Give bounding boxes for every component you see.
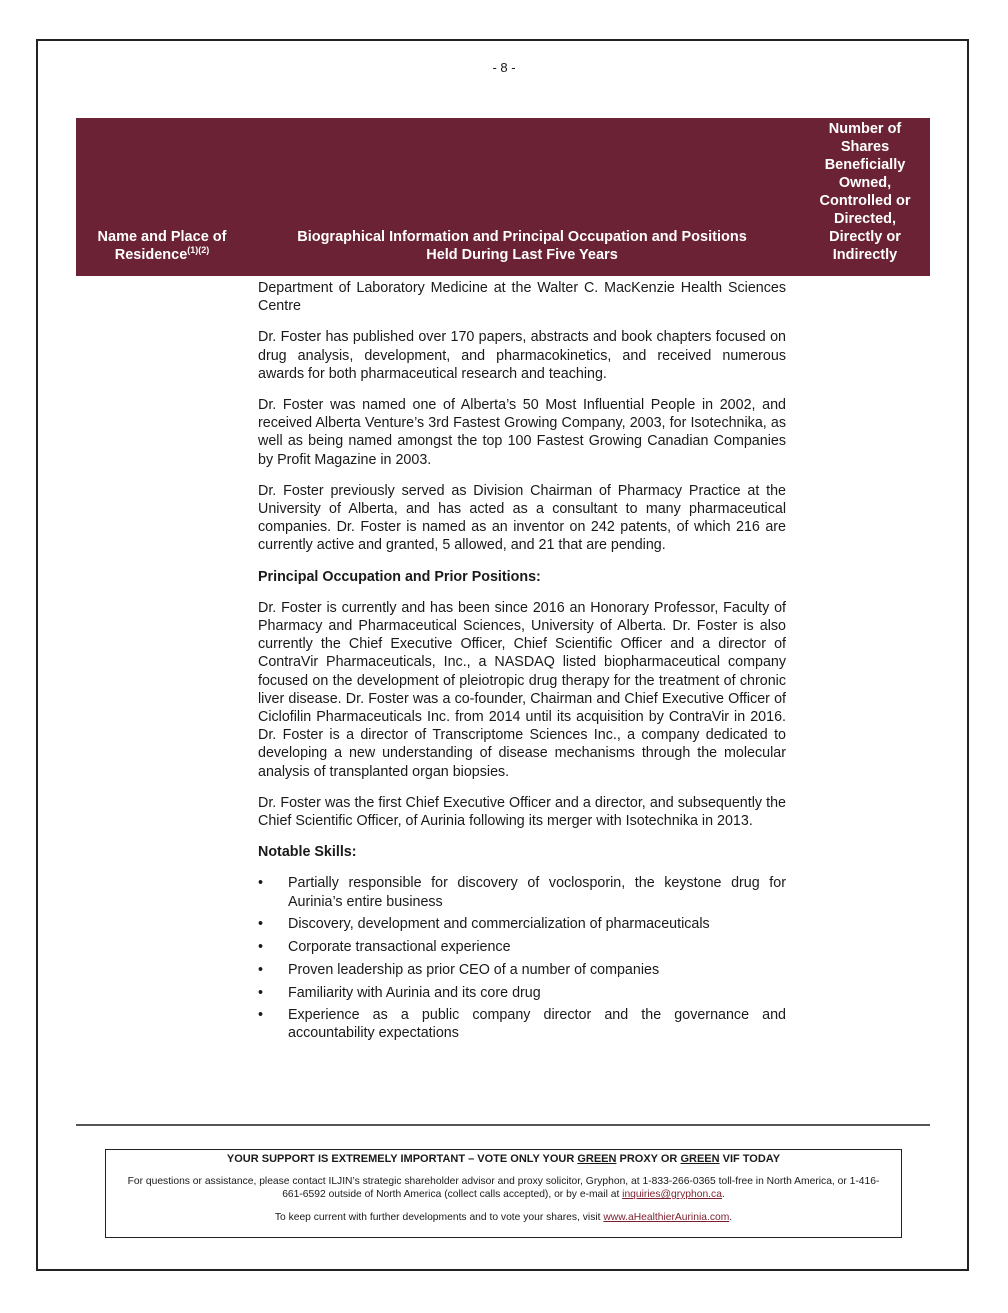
column-header-bio-line2: Held During Last Five Years bbox=[426, 247, 618, 263]
column-header-name-line2: Residence bbox=[114, 247, 188, 263]
footer-contact bbox=[106, 1175, 901, 1201]
continued-paragraph: Department of Laboratory Medicine at the Walter C. MacKenzie Health Sciences Centre bbox=[258, 280, 786, 315]
bullet-icon: • bbox=[258, 984, 264, 1001]
paragraph-current-positions: Dr. Foster is currently and has been since 2016 an Honorary Professor, Faculty of Pharmacy and Pharmaceutical Sciences, University of Alberta. Dr. Foster is also currently the Chief Executive Officer, Chief Scientific Officer and a director of ContraVir Pharmaceuticals, Inc., a NASDAQ listed biopharmaceutical company focused on the development of pleiotropic drug therapy for the treatment of chronic liver disease. Dr. Foster was a co-founder, Chairman and Chief Executive Officer of Ciclofilin Pharmaceuticals Inc. from 2014 until its acquisition by ContraVir in 2016. Dr. Foster is a director of Transcriptome Sciences Inc., a company dedicated to developing a new understanding of disease mechanisms through the molecular analysis of transplanted organ biopsies. bbox=[258, 599, 786, 780]
column-header-bio-line1: Biographical Information and Principal Occupation and Positions bbox=[297, 229, 747, 245]
column-header-name bbox=[82, 228, 242, 264]
column-header-biography bbox=[266, 228, 778, 264]
column-header-name-line1: Name and Place of bbox=[97, 229, 227, 245]
bullet-icon: • bbox=[258, 1007, 264, 1024]
skill-text: Familiarity with Aurinia and its core drug bbox=[288, 984, 541, 1001]
bullet-icon: • bbox=[258, 939, 264, 956]
paragraph-prior-service: Dr. Foster previously served as Division Chairman of Pharmacy Practice at the University of Alberta, and has acted as a consultant to many pharmaceutical companies. Dr. Foster is named as an inventor on 242 patents, of which 216 are currently active and granted, 5 allowed, and 21 that are pending. bbox=[258, 482, 786, 554]
page-number: - 8 - bbox=[492, 60, 516, 75]
bullet-icon: • bbox=[258, 961, 264, 978]
green-vif-text: GREEN bbox=[680, 1153, 720, 1165]
email-link[interactable]: inquiries@gryphon.ca bbox=[622, 1189, 722, 1200]
footer-punctuation: . bbox=[729, 1212, 733, 1223]
footnote-ref: (1)(2) bbox=[187, 245, 210, 256]
list-item bbox=[258, 915, 786, 933]
bullet-icon: • bbox=[258, 875, 264, 892]
footer-notice-box bbox=[105, 1149, 902, 1238]
list-item bbox=[258, 1006, 786, 1042]
footer-visit-text: To keep current with further developments and to vote your shares, visit bbox=[274, 1212, 604, 1223]
footer-title bbox=[106, 1153, 901, 1165]
footer-punctuation: . bbox=[721, 1189, 725, 1200]
paragraph-aurinia-role: Dr. Foster was the first Chief Executive Officer and a director, and subsequently the Chief Scientific Officer, of Aurinia following its merger with Isotechnika in 2013. bbox=[258, 794, 786, 830]
table-header bbox=[76, 118, 930, 276]
paragraph-awards: Dr. Foster was named one of Alberta’s 50 Most Influential People in 2002, and received Alberta Venture’s 3rd Fastest Growing Company, 2003, for Isotechnika, as well as being named amongst the top 100 Fastest Growing Canadian Companies by Profit Magazine in 2003. bbox=[258, 397, 786, 468]
skills-list bbox=[258, 874, 786, 1042]
skill-text: Discovery, development and commercialization of pharmaceuticals bbox=[288, 916, 710, 933]
footer-title-text: VIF TODAY bbox=[719, 1153, 781, 1165]
skill-text: Partially responsible for discovery of voclosporin, the keystone drug for Aurinia’s entire business bbox=[288, 875, 786, 910]
list-item bbox=[258, 961, 786, 979]
footer-visit bbox=[106, 1212, 901, 1223]
footer-title-text: PROXY OR bbox=[616, 1153, 681, 1165]
bullet-icon: • bbox=[258, 916, 264, 933]
website-link[interactable]: www.aHealthierAurinia.com bbox=[603, 1212, 730, 1223]
heading-notable-skills: Notable Skills: bbox=[258, 844, 357, 861]
list-item bbox=[258, 938, 786, 956]
footer-contact-text: For questions or assistance, please contact ILJIN’s strategic shareholder advisor and proxy solicitor, Gryphon, at 1-833-266-0365 toll-free in North America, or 1-416-661-6592 outside of North America (collect calls accepted), or by e-mail at bbox=[127, 1176, 880, 1200]
footer-divider bbox=[76, 1124, 930, 1126]
green-proxy-text: GREEN bbox=[577, 1153, 617, 1165]
list-item bbox=[258, 984, 786, 1002]
footer-title-text: YOUR SUPPORT IS EXTREMELY IMPORTANT – VOTE ONLY YOUR bbox=[226, 1153, 578, 1165]
heading-principal-occupation: Principal Occupation and Prior Positions: bbox=[258, 568, 541, 585]
skill-text: Corporate transactional experience bbox=[288, 939, 511, 956]
skill-text: Experience as a public company director and the governance and accountability expectations bbox=[288, 1007, 786, 1042]
skill-text: Proven leadership as prior CEO of a number of companies bbox=[288, 961, 660, 978]
paragraph-publications: Dr. Foster has published over 170 papers, abstracts and book chapters focused on drug analysis, development, and pharmacokinetics, and received numerous awards for both pharmaceutical research and teaching. bbox=[258, 329, 786, 382]
column-header-shares: Number of Shares Beneficially Owned, Controlled or Directed, Directly or Indirectly bbox=[819, 121, 911, 263]
list-item bbox=[258, 874, 786, 910]
biography-column bbox=[258, 279, 786, 1047]
